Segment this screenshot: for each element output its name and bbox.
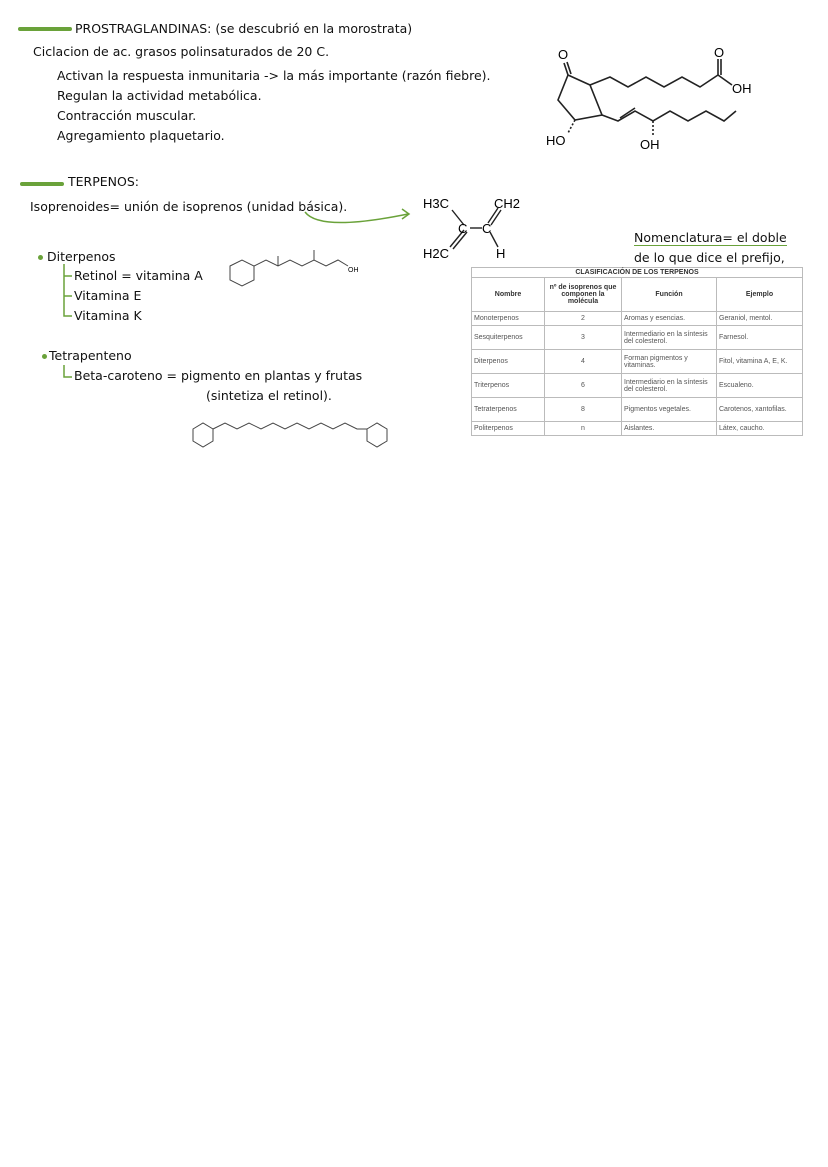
- table-row: [472, 312, 803, 326]
- terpenos-classification-table: [471, 267, 803, 436]
- retinol-structure: [210, 248, 360, 298]
- cell: Intermediario en la síntesis del colesterol.: [622, 326, 717, 350]
- atom-label: OH: [732, 81, 752, 96]
- diterpenos-title: Diterpenos: [47, 249, 116, 264]
- atom-label: HO: [546, 133, 566, 148]
- atom-label: CH2: [494, 196, 521, 211]
- diterpeno-item: Vitamina E: [74, 288, 142, 303]
- isoprene-structure: [420, 192, 540, 267]
- cell: Monoterpenos: [472, 312, 545, 326]
- beta-caroteno-note: (sintetiza el retinol).: [206, 388, 332, 403]
- cell: 2: [545, 312, 622, 326]
- section-marker: [18, 27, 72, 31]
- atom-label: C: [482, 221, 492, 236]
- function-item: Regulan la actividad metabólica.: [57, 88, 262, 103]
- cell: Aromas y esencias.: [622, 312, 717, 326]
- cell: Sesquiterpenos: [472, 326, 545, 350]
- prostaglandinas-definition: Ciclacion de ac. grasos polinsaturados de 20 C.: [33, 44, 330, 59]
- cell: Látex, caucho.: [717, 422, 803, 436]
- diterpeno-item: Retinol = vitamina A: [74, 268, 203, 283]
- nomenclatura-note: Nomenclatura= el doble: [634, 230, 787, 245]
- cell: Tetraterpenos: [472, 398, 545, 422]
- table-row: [472, 326, 803, 350]
- prostaglandin-structure: [540, 45, 770, 155]
- atom-label: H2C: [423, 246, 450, 261]
- cell: Triterpenos: [472, 374, 545, 398]
- nomenclatura-note: de lo que dice el prefijo,: [634, 250, 785, 265]
- terpenos-definition: Isoprenoides= unión de isoprenos (unidad básica).: [30, 199, 348, 214]
- arrow-icon: [300, 200, 415, 230]
- atom-label: O: [558, 47, 569, 62]
- cell: Carotenos, xantofilas.: [717, 398, 803, 422]
- bullet-icon: [38, 255, 43, 260]
- cell: 8: [545, 398, 622, 422]
- cell: Intermediario en la síntesis del colesterol.: [622, 374, 717, 398]
- beta-carotene-structure: [185, 405, 395, 460]
- cell: 6: [545, 374, 622, 398]
- function-item: Activan la respuesta inmunitaria -> la más importante (razón fiebre).: [57, 68, 491, 83]
- atom-label: C: [458, 221, 468, 236]
- column-header: Nombre: [472, 278, 545, 312]
- table-row: [472, 422, 803, 436]
- beta-caroteno-item: Beta-caroteno = pigmento en plantas y frutas: [74, 368, 363, 383]
- tetrapenteno-title: Tetrapenteno: [49, 348, 132, 363]
- column-header: nº de isoprenos que componen la molécula: [545, 278, 622, 312]
- cell: 4: [545, 350, 622, 374]
- atom-label: OH: [348, 267, 359, 274]
- section-marker: [20, 182, 64, 186]
- cell: Escualeno.: [717, 374, 803, 398]
- cell: Diterpenos: [472, 350, 545, 374]
- function-item: Agregamiento plaquetario.: [57, 128, 225, 143]
- section-title-prostaglandinas: PROSTRAGLANDINAS: (se descubrió en la morostrata): [75, 21, 413, 36]
- cell: Aislantes.: [622, 422, 717, 436]
- cell: Fitol, vitamina A, E, K.: [717, 350, 803, 374]
- diterpeno-item: Vitamina K: [74, 308, 142, 323]
- cell: Farnesol.: [717, 326, 803, 350]
- cell: 3: [545, 326, 622, 350]
- table-title: CLASIFICACIÓN DE LOS TERPENOS: [472, 268, 803, 278]
- atom-label: H3C: [423, 196, 450, 211]
- atom-label: O: [714, 45, 725, 60]
- bullet-icon: [42, 354, 47, 359]
- table-row: [472, 350, 803, 374]
- cell: Geraniol, mentol.: [717, 312, 803, 326]
- cell: Forman pigmentos y vitaminas.: [622, 350, 717, 374]
- table-row: [472, 398, 803, 422]
- column-header: Función: [622, 278, 717, 312]
- atom-label: H: [496, 246, 506, 261]
- atom-label: OH: [640, 137, 660, 152]
- table-row: [472, 374, 803, 398]
- cell: n: [545, 422, 622, 436]
- function-item: Contracción muscular.: [57, 108, 197, 123]
- section-title-terpenos: TERPENOS:: [68, 174, 139, 189]
- cell: Politerpenos: [472, 422, 545, 436]
- column-header: Ejemplo: [717, 278, 803, 312]
- cell: Pigmentos vegetales.: [622, 398, 717, 422]
